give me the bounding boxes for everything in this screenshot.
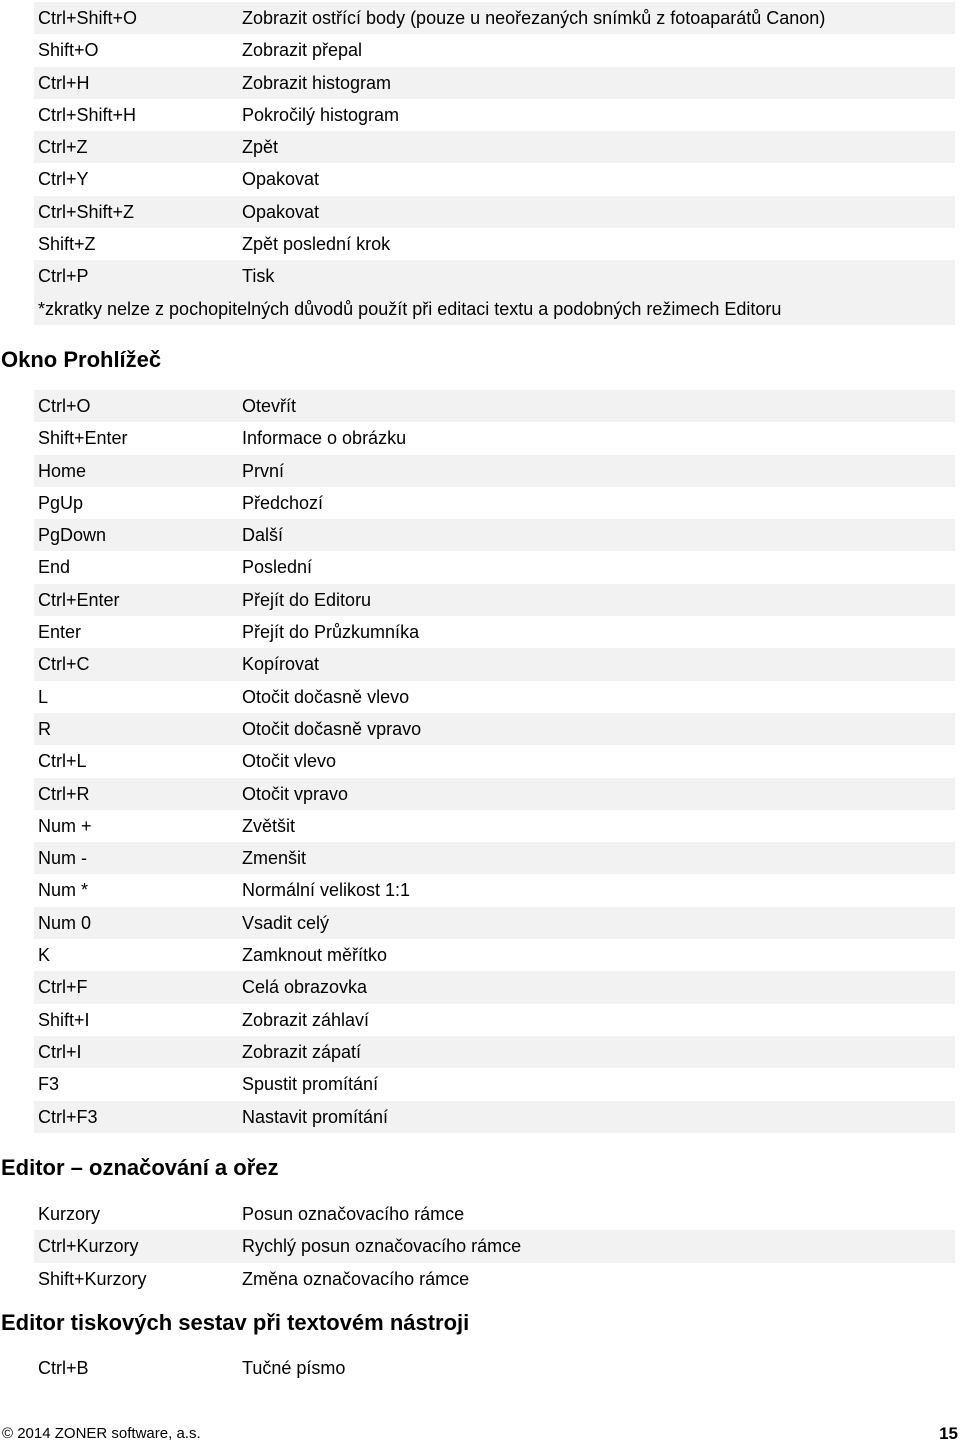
shortcut-action: Zvětšit bbox=[242, 815, 296, 836]
shortcut-action: Informace o obrázku bbox=[242, 428, 407, 449]
shortcut-action: Nastavit promítání bbox=[242, 1106, 389, 1127]
table-row bbox=[34, 1352, 955, 1384]
table-row bbox=[34, 260, 955, 292]
shortcut-key: Ctrl+O bbox=[38, 396, 91, 416]
table-row bbox=[34, 1198, 955, 1230]
shortcut-action: Změna označovacího rámce bbox=[242, 1268, 470, 1289]
shortcut-key: PgDown bbox=[38, 525, 107, 546]
shortcut-key: Ctrl+Kurzory bbox=[38, 1236, 139, 1257]
table-row bbox=[34, 228, 955, 260]
shortcut-action: Zobrazit zápatí bbox=[242, 1041, 362, 1062]
shortcut-action: Zmenšit bbox=[242, 848, 307, 869]
table-row bbox=[34, 2, 955, 34]
shortcut-key: Shift+Enter bbox=[38, 428, 128, 449]
table-row bbox=[34, 1004, 955, 1036]
shortcut-key: Num + bbox=[38, 815, 92, 836]
shortcut-action: Zpět bbox=[242, 137, 279, 158]
table-row bbox=[34, 551, 955, 583]
table-row bbox=[34, 67, 955, 99]
shortcut-action: Otevřít bbox=[242, 396, 297, 416]
table-row bbox=[34, 616, 955, 648]
shortcut-action: Zobrazit přepal bbox=[242, 40, 363, 61]
shortcut-action: Celá obrazovka bbox=[242, 977, 368, 998]
table-row bbox=[34, 1101, 955, 1133]
shortcut-key: K bbox=[38, 945, 51, 966]
table-row bbox=[34, 713, 955, 745]
shortcut-action: Předchozí bbox=[242, 492, 324, 513]
table-row bbox=[34, 939, 955, 971]
shortcut-key: Ctrl+Z bbox=[38, 137, 88, 158]
shortcut-key: Home bbox=[38, 460, 87, 481]
shortcut-action: Vsadit celý bbox=[242, 912, 330, 933]
shortcut-key: Ctrl+Shift+Z bbox=[38, 201, 135, 222]
shortcut-action: Otočit vpravo bbox=[242, 783, 349, 804]
shortcut-action: První bbox=[242, 460, 285, 481]
shortcut-action: Poslední bbox=[242, 557, 313, 578]
shortcut-key: L bbox=[38, 686, 49, 707]
shortcut-action: Opakovat bbox=[242, 201, 320, 222]
table-row bbox=[34, 422, 955, 454]
shortcut-key: Ctrl+B bbox=[38, 1358, 89, 1378]
shortcut-key: Ctrl+F3 bbox=[38, 1106, 98, 1127]
shortcut-key: Kurzory bbox=[38, 1204, 101, 1224]
table-row bbox=[34, 648, 955, 680]
shortcut-action: Rychlý posun označovacího rámce bbox=[242, 1236, 522, 1257]
shortcut-action: Kopírovat bbox=[242, 654, 320, 675]
shortcut-key: Ctrl+P bbox=[38, 266, 89, 287]
shortcut-key: Shift+Kurzory bbox=[38, 1268, 147, 1289]
shortcut-key: Num 0 bbox=[38, 912, 92, 933]
footnote-text: *zkratky nelze z pochopitelných důvodů použít při editaci textu a podobných režimech Editoru bbox=[38, 299, 782, 319]
shortcut-table-general bbox=[34, 2, 955, 293]
shortcut-key: Ctrl+Shift+O bbox=[38, 8, 138, 28]
section-title-crop: Editor – označování a ořez bbox=[1, 1155, 279, 1180]
shortcut-action: Zamknout měřítko bbox=[242, 945, 388, 966]
shortcut-action: Zobrazit ostřící body (pouze u neořezaných snímků z fotoaparátů Canon) bbox=[242, 8, 826, 28]
table-row bbox=[34, 874, 955, 906]
shortcut-action: Opakovat bbox=[242, 169, 320, 190]
shortcut-key: PgUp bbox=[38, 492, 84, 513]
table-row bbox=[34, 1036, 955, 1068]
table-row bbox=[34, 163, 955, 195]
shortcut-action: Normální velikost 1:1 bbox=[242, 880, 411, 901]
shortcut-action: Otočit vlevo bbox=[242, 751, 337, 772]
shortcut-action: Přejít do Průzkumníka bbox=[242, 622, 420, 643]
shortcut-action: Spustit promítání bbox=[242, 1074, 379, 1095]
table-row bbox=[34, 196, 955, 228]
table-row bbox=[34, 971, 955, 1003]
shortcut-key: Shift+O bbox=[38, 40, 99, 61]
shortcut-table-viewer bbox=[34, 390, 955, 1133]
shortcut-key: Num * bbox=[38, 880, 89, 901]
section-title-print: Editor tiskových sestav při textovém nástroji bbox=[1, 1310, 470, 1335]
table-row bbox=[34, 487, 955, 519]
shortcut-action: Posun označovacího rámce bbox=[242, 1204, 465, 1224]
shortcut-key: Ctrl+C bbox=[38, 654, 90, 675]
shortcut-key: Ctrl+I bbox=[38, 1041, 82, 1062]
shortcut-key: Shift+I bbox=[38, 1009, 90, 1030]
shortcut-key: Ctrl+L bbox=[38, 751, 87, 772]
page-number: 15 bbox=[939, 1424, 958, 1443]
shortcut-action: Další bbox=[242, 525, 284, 546]
table-row bbox=[34, 131, 955, 163]
shortcut-key: Ctrl+Enter bbox=[38, 589, 120, 610]
table-row bbox=[34, 681, 955, 713]
shortcut-key: Ctrl+Y bbox=[38, 169, 89, 190]
table-row bbox=[34, 519, 955, 551]
page-footer bbox=[2, 1424, 958, 1444]
copyright-text: © 2014 ZONER software, a.s. bbox=[2, 1425, 201, 1442]
shortcut-table-print bbox=[34, 1352, 955, 1384]
shortcut-key: Enter bbox=[38, 622, 82, 643]
table-row bbox=[34, 1068, 955, 1100]
shortcut-action: Přejít do Editoru bbox=[242, 589, 372, 610]
shortcut-key: Ctrl+Shift+H bbox=[38, 104, 137, 125]
shortcut-action: Otočit dočasně vpravo bbox=[242, 718, 422, 739]
shortcut-key: End bbox=[38, 557, 71, 578]
shortcut-table-crop bbox=[34, 1198, 955, 1295]
shortcut-action: Pokročilý histogram bbox=[242, 104, 400, 125]
shortcut-key: Ctrl+F bbox=[38, 977, 88, 998]
shortcut-key: Ctrl+H bbox=[38, 72, 90, 93]
shortcut-key: R bbox=[38, 718, 51, 739]
shortcut-action: Tisk bbox=[242, 266, 275, 287]
table-footnote bbox=[34, 293, 955, 325]
table-row bbox=[34, 810, 955, 842]
table-row bbox=[34, 455, 955, 487]
shortcut-action: Otočit dočasně vlevo bbox=[242, 686, 410, 707]
table-row bbox=[34, 907, 955, 939]
shortcut-key: Num - bbox=[38, 848, 87, 869]
section-title-viewer: Okno Prohlížeč bbox=[1, 347, 162, 372]
table-row bbox=[34, 584, 955, 616]
table-row bbox=[34, 745, 955, 777]
table-row bbox=[34, 1230, 955, 1262]
shortcut-key: Ctrl+R bbox=[38, 783, 90, 804]
table-row bbox=[34, 1263, 955, 1295]
shortcut-key: Shift+Z bbox=[38, 234, 96, 255]
table-row bbox=[34, 34, 955, 66]
shortcut-action: Tučné písmo bbox=[242, 1358, 346, 1378]
shortcut-action: Zpět poslední krok bbox=[242, 234, 391, 255]
shortcut-key: F3 bbox=[38, 1074, 60, 1095]
shortcut-action: Zobrazit histogram bbox=[242, 72, 392, 93]
shortcut-action: Zobrazit záhlaví bbox=[242, 1009, 370, 1030]
table-row bbox=[34, 390, 955, 422]
table-row bbox=[34, 778, 955, 810]
table-row bbox=[34, 842, 955, 874]
table-row bbox=[34, 99, 955, 131]
